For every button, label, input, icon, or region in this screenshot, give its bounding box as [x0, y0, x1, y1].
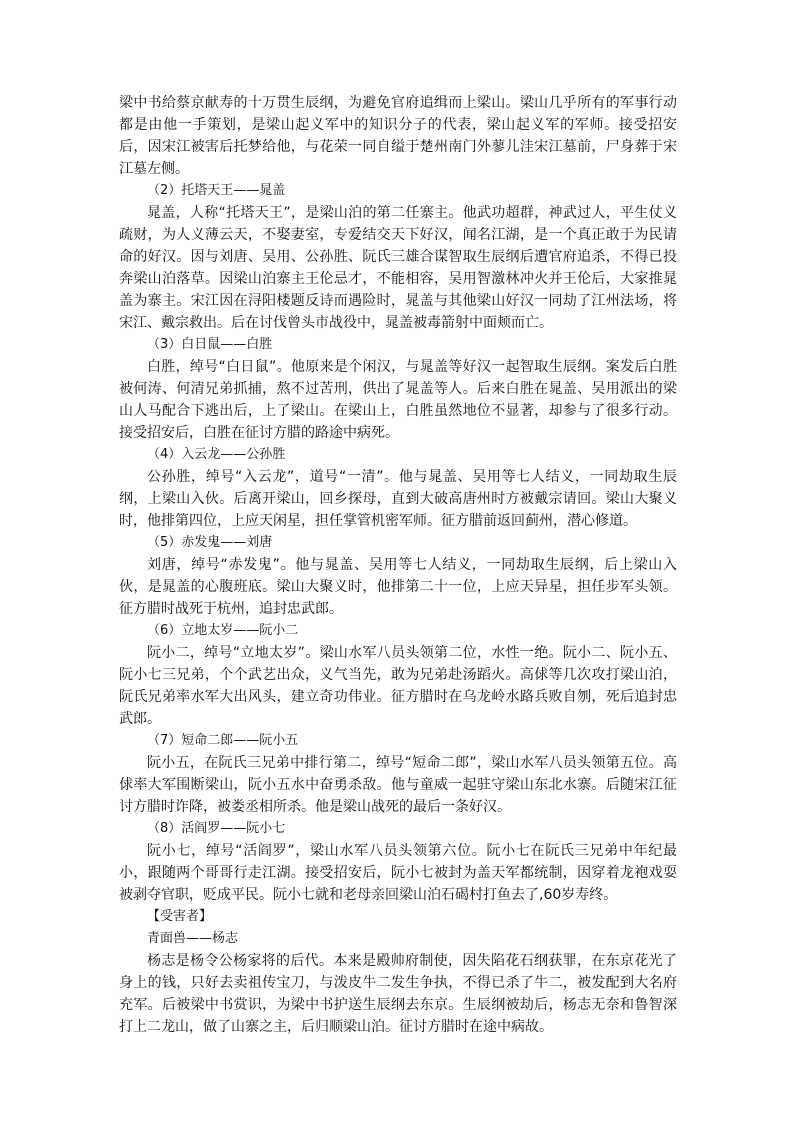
paragraph-gongsun-sheng: 公孙胜，绰号“入云龙”，道号“一清”。他与晁盖、吴用等七人结义，一同劫取生辰纲，上梁山入伙。后离开梁山，回乡探母，直到大破高唐州时方被戴宗请回。梁山大聚义时，他排第四位，上应天闲星，担任掌管机密军师。征方腊前返回蓟州，潜心修道。	[119, 469, 677, 529]
heading-gongsun-sheng: （4）入云龙——公孙胜	[147, 447, 286, 462]
heading-bai-sheng: （3）白日鼠——白胜	[147, 337, 273, 352]
paragraph-ruan-xiaoqi: 阮小七，绰号“活阎罗”，梁山水军八员头领第六位。阮小七在阮氏三兄弟中年纪最小，跟随两个哥哥行走江湖。接受招安后，阮小七被封为盖天军都统制，因穿着龙袍戏耍被剥夺官职，贬成平民。阮小七就和老母亲回梁山泊石碣村打鱼去了,60岁寿终。	[119, 843, 677, 903]
heading-ruan-xiaoer: （6）立地太岁——阮小二	[147, 623, 299, 638]
paragraph-chao-gai: 晁盖，人称“托塔天王”，是梁山泊的第二任寨主。他武功超群，神武过人，平生仗义疏财，为人义薄云天，不娶妻室，专爱结交天下好汉，闻名江湖，是一个真正敢于为民请命的好汉。因与刘唐、吴用、公孙胜、阮氏三雄合谋智取生辰纲后遭官府追杀，不得已投奔梁山泊落草。因梁山泊寨主王伦忌才，不能相容，吴用智激林冲火并王伦后，大家推晁盖为寨主。宋江因在浔阳楼题反诗而遇险时，晁盖与其他梁山好汉一同劫了江州法场，将宋江、戴宗救出。后在讨伐曾头市战役中，晁盖被毒箭射中面颊而亡。	[119, 205, 677, 331]
paragraph-ruan-xiaowu: 阮小五，在阮氏三兄弟中排行第二，绰号“短命二郎”，梁山水军八员头领第五位。高俅率大军围断梁山，阮小五水中奋勇杀敌。他与童威一起驻守梁山东北水寨。后随宋江征讨方腊时诈降，被娄丞相所杀。他是梁山战死的最后一条好汉。	[119, 755, 677, 815]
paragraph-liu-tang: 刘唐，绰号“赤发鬼”。他与晁盖、吴用等七人结义，一同劫取生辰纲，后上梁山入伙，是晁盖的心腹班底。梁山大聚义时，他排第二十一位，上应天异星，担任步军头领。征方腊时战死于杭州，追封忠武郎。	[119, 557, 677, 617]
heading-ruan-xiaowu: （7）短命二郎——阮小五	[147, 733, 299, 748]
paragraph-ruan-xiaoer: 阮小二，绰号“立地太岁”。梁山水军八员头领第二位，水性一绝。阮小二、阮小五、阮小七三兄弟，个个武艺出众，义气当先，敢为兄弟赴汤蹈火。高俅等几次攻打梁山泊，阮氏兄弟率水军大出风头，建立奇功伟业。征方腊时在乌龙岭水路兵败自刎，死后追封忠武郎。	[119, 645, 677, 727]
paragraph-wu-yong-continued: 梁中书给蔡京献寿的十万贯生辰纲，为避免官府追缉而上梁山。梁山几乎所有的军事行动都是由他一手策划，是梁山起义军中的知识分子的代表，梁山起义军的军师。接受招安后，因宋江被害后托梦给他，与花荣一同自缢于楚州南门外蓼儿洼宋江墓前，尸身葬于宋江墓左侧。	[119, 95, 677, 177]
paragraph-yang-zhi: 杨志是杨令公杨家将的后代。本来是殿帅府制使，因失陷花石纲获罪，在东京花光了身上的钱，只好去卖祖传宝刀，与泼皮牛二发生争执，不得已杀了牛二，被发配到大名府充军。后被梁中书赏识，为梁中书护送生辰纲去东京。生辰纲被劫后，杨志无奈和鲁智深打上二龙山，做了山寨之主，后归顺梁山泊。征讨方腊时在途中病故。	[119, 953, 677, 1035]
heading-victims: 【受害者】	[147, 909, 213, 924]
heading-ruan-xiaoqi: （8）活阎罗——阮小七	[147, 821, 286, 836]
heading-liu-tang: （5）赤发鬼——刘唐	[147, 535, 273, 550]
paragraph-bai-sheng: 白胜，绰号“白日鼠”。他原来是个闲汉，与晁盖等好汉一起智取生辰纲。案发后白胜被何涛、何清兄弟抓捕，熬不过苦刑，供出了晁盖等人。后来白胜在晁盖、吴用派出的梁山人马配合下逃出后，上了梁山。在梁山上，白胜虽然地位不显著，却参与了很多行动。接受招安后，白胜在征讨方腊的路途中病死。	[119, 359, 677, 441]
document-page	[119, 92, 677, 1038]
heading-yang-zhi: 青面兽——杨志	[147, 931, 239, 946]
heading-chao-gai: （2）托塔天王——晁盖	[147, 183, 286, 198]
